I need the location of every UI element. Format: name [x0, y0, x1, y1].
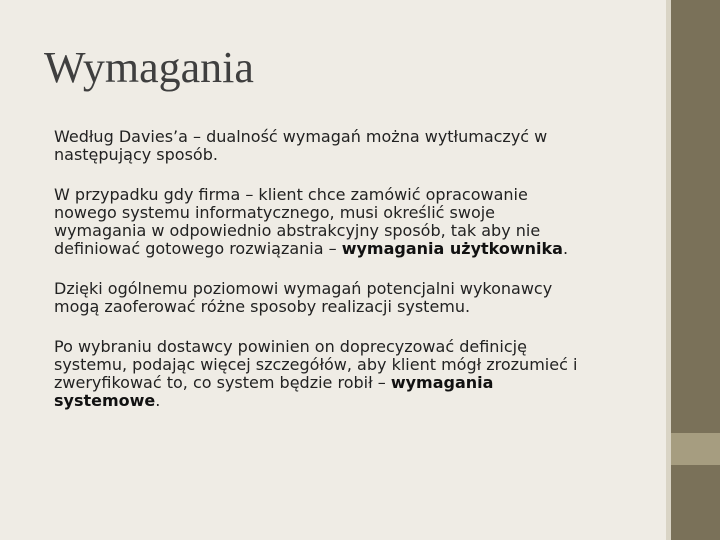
paragraph-3: [54, 280, 654, 316]
paragraph-4-line-1: Po wybraniu dostawcy powinien on doprecyzować definicję: [54, 337, 527, 356]
paragraph-3-line-1: Dzięki ogólnemu poziomowi wymagań potencjalni wykonawcy: [54, 279, 553, 298]
paragraph-2-line-1: W przypadku gdy firma – klient chce zamówić opracowanie: [54, 185, 528, 204]
slide-body: [54, 128, 654, 410]
user-requirements-term: wymagania użytkownika: [341, 239, 563, 258]
paragraph-4-line-2: systemu, podając więcej szczegółów, aby klient mógł zrozumieć i: [54, 355, 578, 374]
paragraph-4: [54, 338, 654, 410]
paragraph-1-line-1: Według Davies’a – dualność wymagań można wytłumaczyć w: [54, 127, 548, 146]
paragraph-4-period: .: [155, 391, 161, 410]
system-requirements-term-part-2: systemowe: [54, 391, 156, 410]
paragraph-2-line-4: definiować gotowego rozwiązania –: [54, 239, 342, 258]
paragraph-1: [54, 128, 654, 164]
system-requirements-term-part-1: wymagania: [390, 373, 494, 392]
paragraph-2-line-2: nowego systemu informatycznego, musi określić swoje: [54, 203, 496, 222]
paragraph-2-period: .: [562, 239, 569, 258]
sidebar-accent-block: [671, 433, 720, 465]
paragraph-3-line-2: mogą zaoferować różne sposoby realizacji systemu.: [54, 297, 471, 316]
paragraph-4-line-3: zweryfikować to, co system będzie robił –: [54, 373, 391, 392]
paragraph-2-line-3: wymagania w odpowiednio abstrakcyjny sposób, tak aby nie: [54, 221, 541, 240]
slide-title: Wymagania: [44, 43, 254, 92]
paragraph-1-line-2: następujący sposób.: [54, 145, 218, 164]
paragraph-2: [54, 186, 654, 258]
